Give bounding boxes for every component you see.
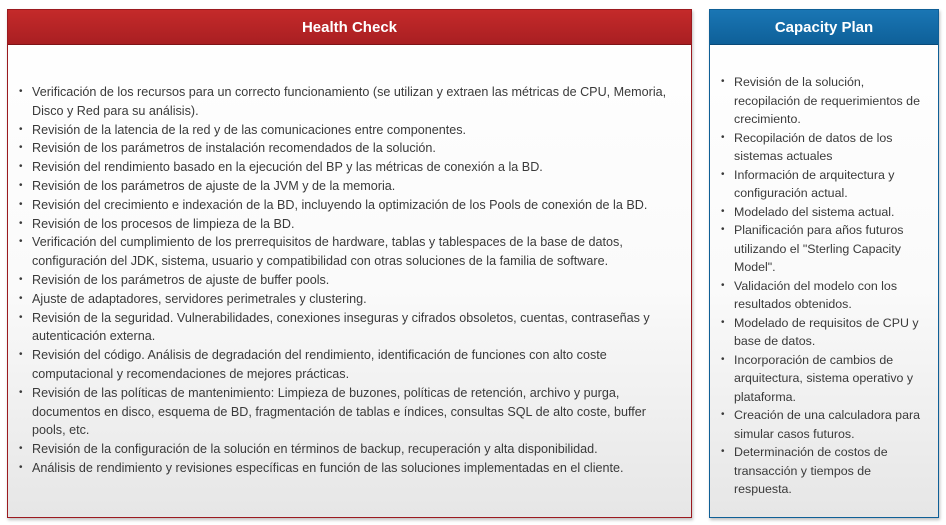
list-item: • Revisión del crecimiento e indexación de la BD, incluyendo la optimización de los Pools de conexión de la BD. — [32, 196, 679, 215]
list-item: • Determinación de costos de transacción y tiempos de respuesta. — [721, 445, 888, 496]
capacity-plan-title: Capacity Plan — [710, 10, 938, 45]
bullet-icon: • — [19, 236, 23, 248]
bullet-icon: • — [19, 461, 23, 473]
bullet-icon: • — [721, 316, 725, 328]
bullet-icon: • — [19, 292, 23, 304]
bullet-icon: • — [19, 123, 23, 135]
list-item: • Revisión de la latencia de la red y de las comunicaciones entre componentes. — [32, 121, 679, 140]
list-item: • Modelado del sistema actual. — [734, 203, 928, 222]
bullet-icon: • — [19, 311, 23, 323]
bullet-icon: • — [721, 224, 725, 235]
list-item: • Creación de una calculadora para simular casos futuros. — [721, 408, 920, 441]
health-check-list — [8, 83, 691, 478]
list-item: • Verificación del cumplimiento de los prerrequisitos de hardware, tablas y tablespaces de la base de datos, configuración del JDK, sistema, usuario y compatibilidad con otras soluciones de la familia de software. — [19, 235, 623, 269]
bullet-icon: • — [721, 76, 725, 87]
bullet-icon: • — [721, 205, 725, 217]
bullet-icon: • — [19, 142, 23, 154]
list-item: • Recopilación de datos de los sistemas actuales — [721, 130, 893, 163]
list-item: • Revisión del código. Análisis de degradación del rendimiento, identificación de funciones con alto coste computacional y recomendaciones de mejores prácticas. — [19, 348, 607, 381]
list-item: • Planificación para años futuros utilizando el "Sterling Capacity Model". — [721, 223, 904, 274]
health-check-title: Health Check — [8, 10, 691, 45]
bullet-icon: • — [19, 198, 23, 210]
list-item: • Revisión de los procesos de limpieza de la BD. — [32, 215, 679, 234]
bullet-icon: • — [721, 446, 725, 457]
bullet-icon: • — [19, 161, 23, 173]
bullet-icon: • — [721, 168, 725, 180]
list-item: • Información de arquitectura y configuración actual. — [721, 167, 895, 200]
bullet-icon: • — [19, 217, 23, 229]
list-item: • Incorporación de cambios de arquitectura, sistema operativo y plataforma. — [721, 352, 914, 404]
list-item: • Revisión de la seguridad. Vulnerabilidades, conexiones inseguras y cifrados obsoletos, cuentas, contraseñas y autenticación externa. — [19, 310, 650, 344]
list-item: • Análisis de rendimiento y revisiones específicas en función de las soluciones implementadas en el cliente. — [32, 459, 679, 478]
list-item: • Ajuste de adaptadores, servidores perimetrales y clustering. — [32, 290, 679, 309]
list-item: • Revisión de los parámetros de ajuste de la JVM y de la memoria. — [32, 177, 679, 196]
list-item: • Verificación de los recursos para un correcto funcionamiento (se utilizan y extraen las métricas de CPU, Memoria, Disco y Red para su análisis). — [19, 85, 667, 118]
bullet-icon: • — [19, 443, 23, 455]
capacity-plan-list — [710, 73, 938, 499]
list-item: • Revisión de los parámetros de ajuste de buffer pools. — [32, 271, 679, 290]
list-item: • Revisión de las políticas de mantenimiento: Limpieza de buzones, políticas de retención, archivo y purga, documentos en disco, esquema de BD, fragmentación de tablas e índices, consultas SQL de alto coste, buffer pools, etc. — [19, 385, 646, 438]
list-item: • Revisión de los parámetros de instalación recomendados de la solución. — [32, 139, 679, 158]
capacity-plan-panel — [709, 9, 939, 518]
bullet-icon: • — [19, 86, 23, 97]
bullet-icon: • — [721, 409, 725, 420]
bullet-icon: • — [721, 131, 725, 143]
list-item: • Revisión del rendimiento basado en la ejecución del BP y las métricas de conexión a la BD. — [32, 158, 679, 177]
list-item: • Revisión de la configuración de la solución en términos de backup, recuperación y alta disponibilidad. — [32, 440, 679, 459]
health-check-panel — [7, 9, 692, 518]
list-item: • Revisión de la solución, recopilación de requerimientos de crecimiento. — [721, 75, 920, 126]
bullet-icon: • — [19, 386, 23, 398]
bullet-icon: • — [19, 273, 23, 285]
bullet-icon: • — [721, 279, 725, 291]
list-item: • Modelado de requisitos de CPU y base de datos. — [721, 315, 919, 348]
bullet-icon: • — [19, 179, 23, 191]
bullet-icon: • — [721, 353, 725, 365]
list-item: • Validación del modelo con los resultados obtenidos. — [721, 278, 898, 311]
bullet-icon: • — [19, 349, 23, 361]
